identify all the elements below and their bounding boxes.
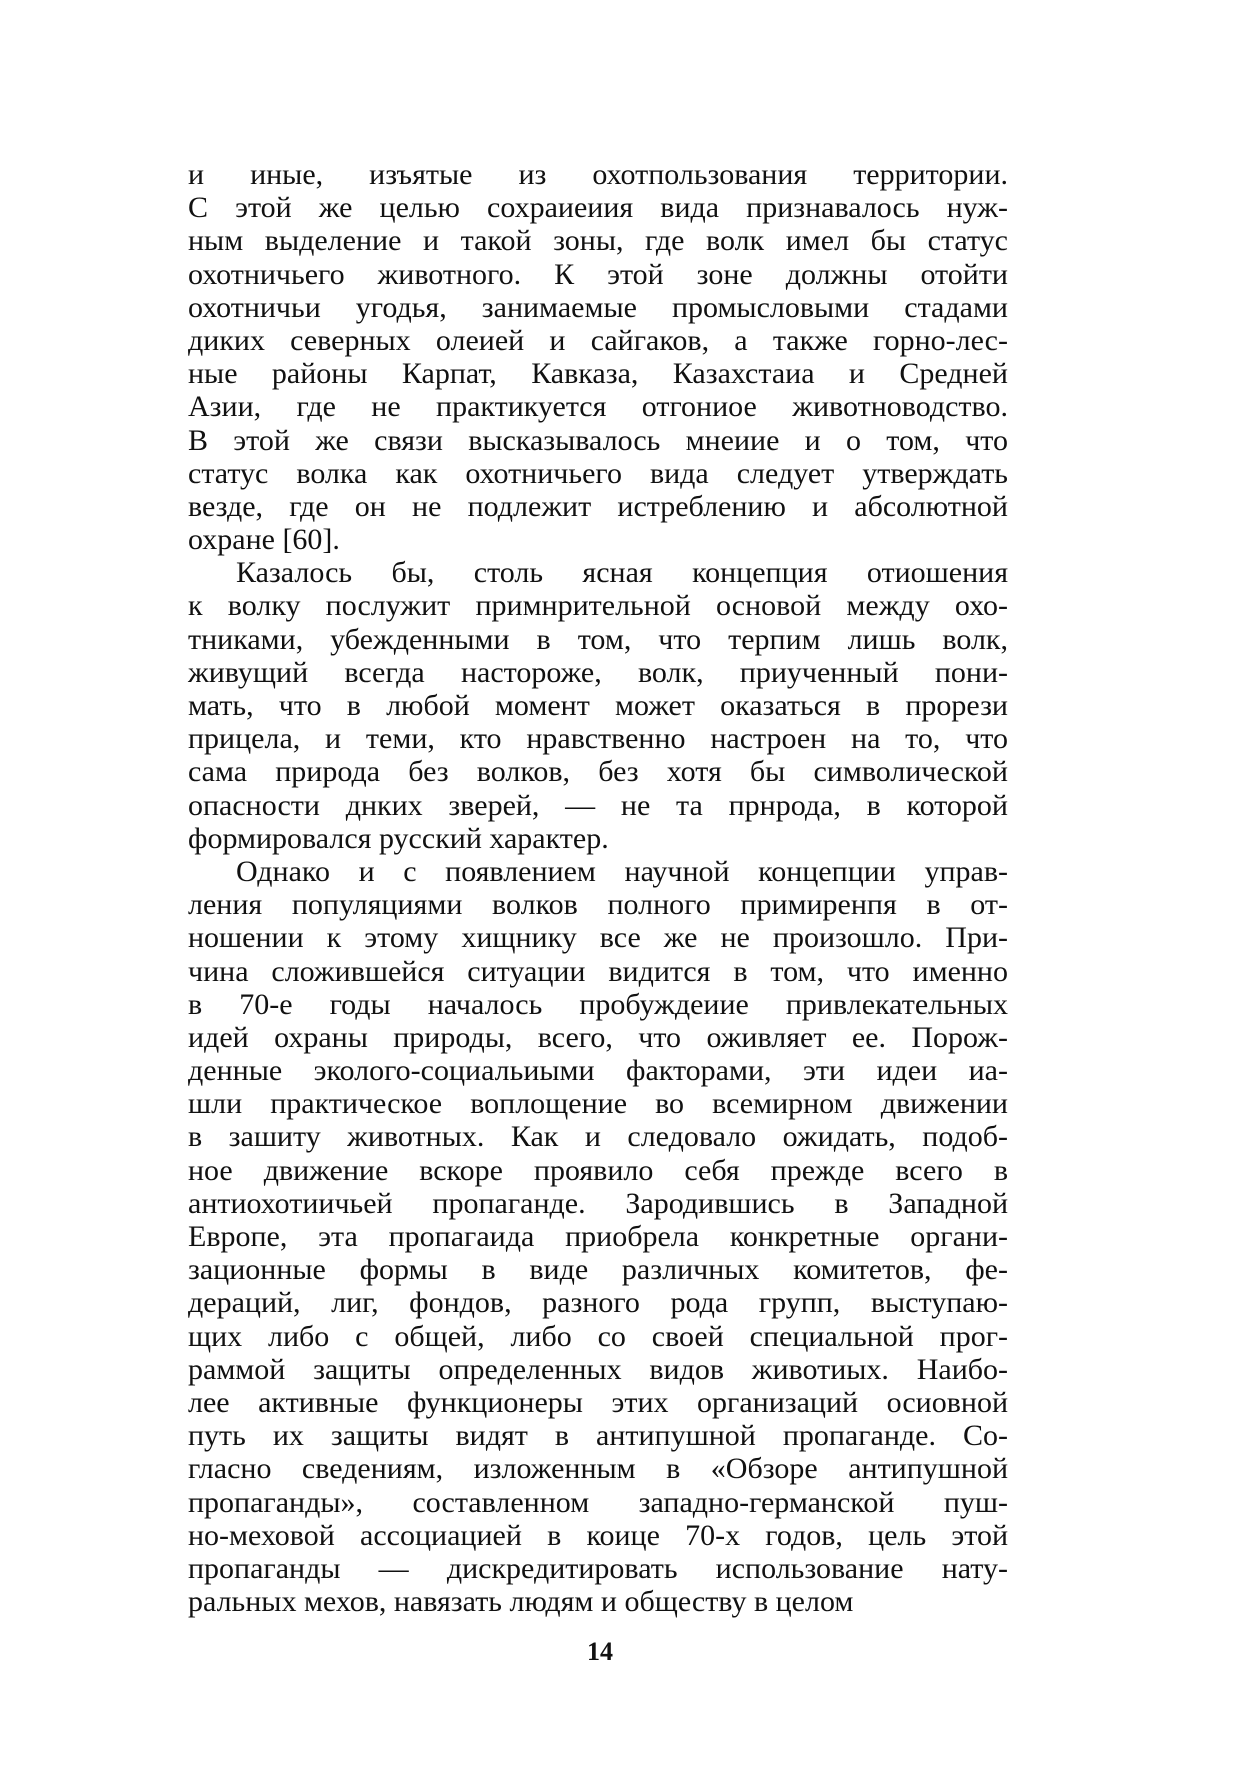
text-line: мать, что в любой момент может оказаться в прорези — [188, 689, 1008, 722]
body-text — [188, 158, 1008, 1618]
text-line: Однако и с появлением научной концепции управ- — [236, 854, 1008, 888]
paragraph — [188, 855, 1008, 1618]
text-line: щих либо с общей, либо со своей специальной прог- — [188, 1319, 1008, 1353]
text-line: идей охраны природы, всего, что оживляет ее. Порож- — [188, 1020, 1008, 1054]
text-line: путь их защиты видят в антипушной пропаганде. Со- — [188, 1419, 1008, 1453]
text-line: Европе, эта пропагаида приобрела конкретные органи- — [188, 1220, 1008, 1253]
text-line: пропаганды», составленном западно-германской пуш- — [188, 1485, 1008, 1519]
text-line: опасности днких зверей, — не та прнрода, в которой — [188, 788, 1008, 822]
text-line: в зашиту животных. Как и следовало ожидать, подоб- — [188, 1120, 1008, 1154]
paragraph — [188, 556, 1008, 855]
text-line: живущий всегда настороже, волк, приученный пони- — [188, 655, 1008, 689]
text-line: ное движение вскоре проявило себя прежде всего в — [188, 1153, 1008, 1187]
paragraph — [188, 158, 1008, 556]
text-line: зационные формы в виде различных комитетов, фе- — [188, 1253, 1008, 1287]
text-line: охотничьи угодья, занимаемые промысловыми стадами — [188, 290, 1008, 324]
text-line: прицела, и теми, кто нравственно настроен на то, что — [188, 722, 1008, 756]
text-line: денные эколого-социальиыми факторами, эти идеи иа- — [188, 1054, 1008, 1088]
text-line: охране [60]. — [188, 523, 340, 557]
text-line: гласно сведениям, изложенным в «Обзоре антипушной — [188, 1452, 1008, 1486]
text-line: тниками, убежденными в том, что терпим лишь волк, — [188, 622, 1008, 656]
text-line: ления популяциями волков полного примиренпя в от- — [188, 888, 1008, 922]
text-line: статус волка как охотничьего вида следует утверждать — [188, 456, 1008, 490]
text-line: раммой защиты определенных видов животиых. Наибо- — [188, 1352, 1008, 1386]
text-line: в 70-е годы началось пробуждеиие привлекательных — [188, 987, 1008, 1021]
text-line: дераций, лиг, фондов, разного рода групп, выступаю- — [188, 1286, 1008, 1320]
text-line: сама природа без волков, без хотя бы символической — [188, 755, 1008, 789]
text-line: Казалось бы, столь ясная концепция отиошения — [236, 556, 1008, 590]
text-line: везде, где он не подлежит истреблению и абсолютной — [188, 489, 1008, 523]
text-line: охотничьего животного. К этой зоне должны отойти — [188, 257, 1008, 291]
text-line: к волку послужит примнрительной основой между охо- — [188, 589, 1008, 623]
text-line: чина сложившейся ситуации видится в том, что именно — [188, 954, 1008, 988]
page-number: 14 — [587, 1637, 613, 1666]
text-line: В этой же связи высказывалось мнеиие и о том, что — [188, 423, 1008, 457]
text-line: диких северных олеией и сайгаков, а также горно-лес- — [188, 323, 1008, 357]
text-line: но-меховой ассоциацией в коице 70-х годов, цель этой — [188, 1518, 1008, 1552]
text-line: и иные, изъятые из охотпользования территории. — [188, 158, 1008, 191]
text-line: С этой же целью сохраиеиия вида признавалось нуж- — [188, 191, 1008, 225]
text-line: формировался русский характер. — [188, 821, 609, 855]
text-line: Азии, где не практикуется отгониое животноводство. — [188, 390, 1008, 424]
text-line: ные районы Карпат, Кавказа, Казахстаиа и Средней — [188, 357, 1008, 391]
text-line: ношении к этому хищнику все же не произошло. При- — [188, 921, 1008, 955]
text-line: антиохотиичьей пропаганде. Зародившись в Западной — [188, 1186, 1008, 1220]
text-line: ным выделение и такой зоны, где волк имел бы статус — [188, 224, 1008, 258]
text-line: ральных мехов, навязать людям и обществу в целом — [188, 1585, 854, 1619]
text-line: лее активные функционеры этих организаций осиовной — [188, 1385, 1008, 1419]
text-line: шли практическое воплощение во всемирном движении — [188, 1087, 1008, 1121]
text-line: пропаганды — дискредитировать использование нату- — [188, 1551, 1008, 1585]
